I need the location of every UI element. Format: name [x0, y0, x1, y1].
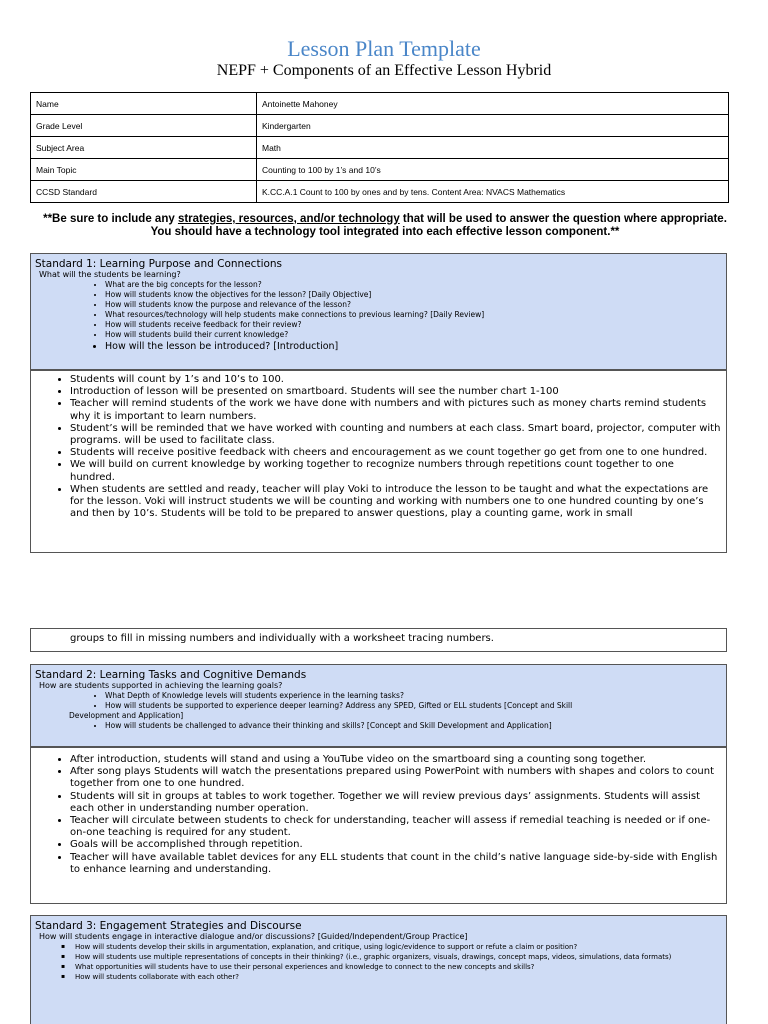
list-item: ▪ What opportunities will students have to use their personal experiences and knowledge to connect to the new concepts and skills?: [75, 962, 726, 972]
note-emphasis: strategies, resources, and/or technology: [177, 213, 400, 225]
standard3-question: How will students engage in interactive dialogue and/or discussions? [Guided/Independent/Group Practice]: [39, 932, 468, 941]
standard1-response-list: [31, 371, 726, 520]
info-value: Counting to 100 by 1’s and 10’s: [257, 159, 729, 181]
standard2-prompt-box: [30, 664, 727, 747]
info-label: Name: [31, 93, 257, 115]
list-item: • How will students receive feedback for their review?: [105, 320, 726, 330]
list-item: • What Depth of Knowledge levels will students experience in the learning tasks?: [105, 691, 726, 701]
list-item: • We will build on current knowledge by working together to recognize numbers through repetitions count together to one hundred.: [70, 459, 722, 483]
list-item: • Students will count by 1’s and 10’s to 100.: [70, 374, 722, 386]
lesson-info-table: [30, 92, 729, 203]
list-item: ▪ How will students collaborate with each other?: [75, 972, 726, 982]
standard2-prompt-list: [31, 691, 726, 711]
standard3-prompt-list: [31, 942, 726, 982]
standard2-title: Standard 2: Learning Tasks and Cognitive Demands: [35, 669, 307, 681]
list-item: • Teacher will remind students of the work we have done with numbers and with pictures such as money charts remind students why it is important to learn numbers.: [70, 398, 722, 422]
info-value: K.CC.A.1 Count to 100 by ones and by tens. Content Area: NVACS Mathematics: [257, 181, 729, 203]
standard1-title: Standard 1: Learning Purpose and Connections: [35, 258, 283, 270]
list-item: • How will students know the objectives for the lesson? [Daily Objective]: [105, 290, 726, 300]
standard1-question: What will the students be learning?: [39, 270, 181, 279]
table-row: [31, 181, 729, 203]
table-row: [31, 93, 729, 115]
info-label: CCSD Standard: [31, 181, 257, 203]
standard3-prompt-box: [30, 915, 727, 1024]
info-value: Antoinette Mahoney: [257, 93, 729, 115]
list-item: • Students will sit in groups at tables to work together. Together we will review previous days’ assignments. Students will assist each other in understanding number operation.: [70, 791, 722, 815]
continuation-text: groups to fill in missing numbers and individually with a worksheet tracing numbers.: [70, 633, 494, 644]
standard1-response-box: [30, 370, 727, 553]
list-item: ▪ How will students develop their skills in argumentation, explanation, and critique, using logic/evidence to support or refute a claim or position?: [75, 942, 726, 952]
list-item: • How will students be challenged to advance their thinking and skills? [Concept and Skill Development and Application]: [105, 721, 726, 731]
list-item: • How will students know the purpose and relevance of the lesson?: [105, 300, 726, 310]
document-title: Lesson Plan Template: [287, 36, 481, 61]
info-label: Subject Area: [31, 137, 257, 159]
note-prefix: **Be sure to include any: [43, 213, 178, 225]
list-item: • When students are settled and ready, teacher will play Voki to introduce the lesson to be taught and what the expectations are for the lesson. Voki will instruct students we will be counting and working with numbers one to one hundred counting by one’s and then by 10’s. Students will be told to be prepared to answer questions, play a counting game, work in small: [70, 484, 722, 521]
list-item: • After song plays Students will watch the presentations prepared using PowerPoint with numbers with shapes and colors to count together from one to one hundred.: [70, 766, 722, 790]
standard2-prompt-continued: Development and Application]: [69, 711, 184, 720]
list-item: • Student’s will be reminded that we have worked with counting and numbers at each class. Smart board, projector, computer with programs. will be used to facilitate class.: [70, 423, 722, 447]
note-suffix: that will be used to answer the question where appropriate. You should have a technology tool integrated into each effective lesson component.**: [150, 213, 727, 238]
document-subtitle: NEPF + Components of an Effective Lesson Hybrid: [216, 62, 552, 79]
list-item: • After introduction, students will stand and using a YouTube video on the smartboard sing a counting song together.: [70, 754, 722, 766]
standard2-question: How are students supported in achieving the learning goals?: [39, 681, 283, 690]
info-value: Math: [257, 137, 729, 159]
list-item: • How will the lesson be introduced? [Introduction]: [105, 340, 726, 354]
table-row: [31, 159, 729, 181]
table-row: [31, 137, 729, 159]
standard2-response-box: [30, 747, 727, 904]
standard2-prompt-list-2: [31, 721, 726, 731]
list-item: • What are the big concepts for the lesson?: [105, 280, 726, 290]
standard1-prompt-box: [30, 253, 727, 370]
instruction-note: [40, 213, 730, 239]
standard1-continuation-box: [30, 628, 727, 652]
info-label: Grade Level: [31, 115, 257, 137]
list-item: • How will students build their current knowledge?: [105, 330, 726, 340]
standard1-prompt-list: [31, 280, 726, 354]
table-row: [31, 115, 729, 137]
info-label: Main Topic: [31, 159, 257, 181]
list-item: • Students will receive positive feedback with cheers and encouragement as we count together go get from one to one hundred.: [70, 447, 722, 459]
standard3-title: Standard 3: Engagement Strategies and Discourse: [35, 920, 302, 932]
list-item: ▪ How will students use multiple representations of concepts in their thinking? (i.e., graphic organizers, visuals, drawings, concept maps, videos, simulations, data formats): [75, 952, 726, 962]
list-item: • Teacher will circulate between students to check for understanding, teacher will assess if remedial teaching is needed or if one-on-one teaching is required for any student.: [70, 815, 722, 839]
list-item: • What resources/technology will help students make connections to previous learning? [Daily Review]: [105, 310, 726, 320]
list-item: • Teacher will have available tablet devices for any ELL students that count in the child’s native language side-by-side with English to enhance learning and understanding.: [70, 852, 722, 876]
standard2-response-list: [31, 748, 726, 876]
info-value: Kindergarten: [257, 115, 729, 137]
list-item: • How will students be supported to experience deeper learning? Address any SPED, Gifted or ELL students [Concept and Skill: [105, 701, 726, 711]
list-item: • Introduction of lesson will be presented on smartboard. Students will see the number chart 1-100: [70, 386, 722, 398]
list-item: • Goals will be accomplished through repetition.: [70, 839, 722, 851]
